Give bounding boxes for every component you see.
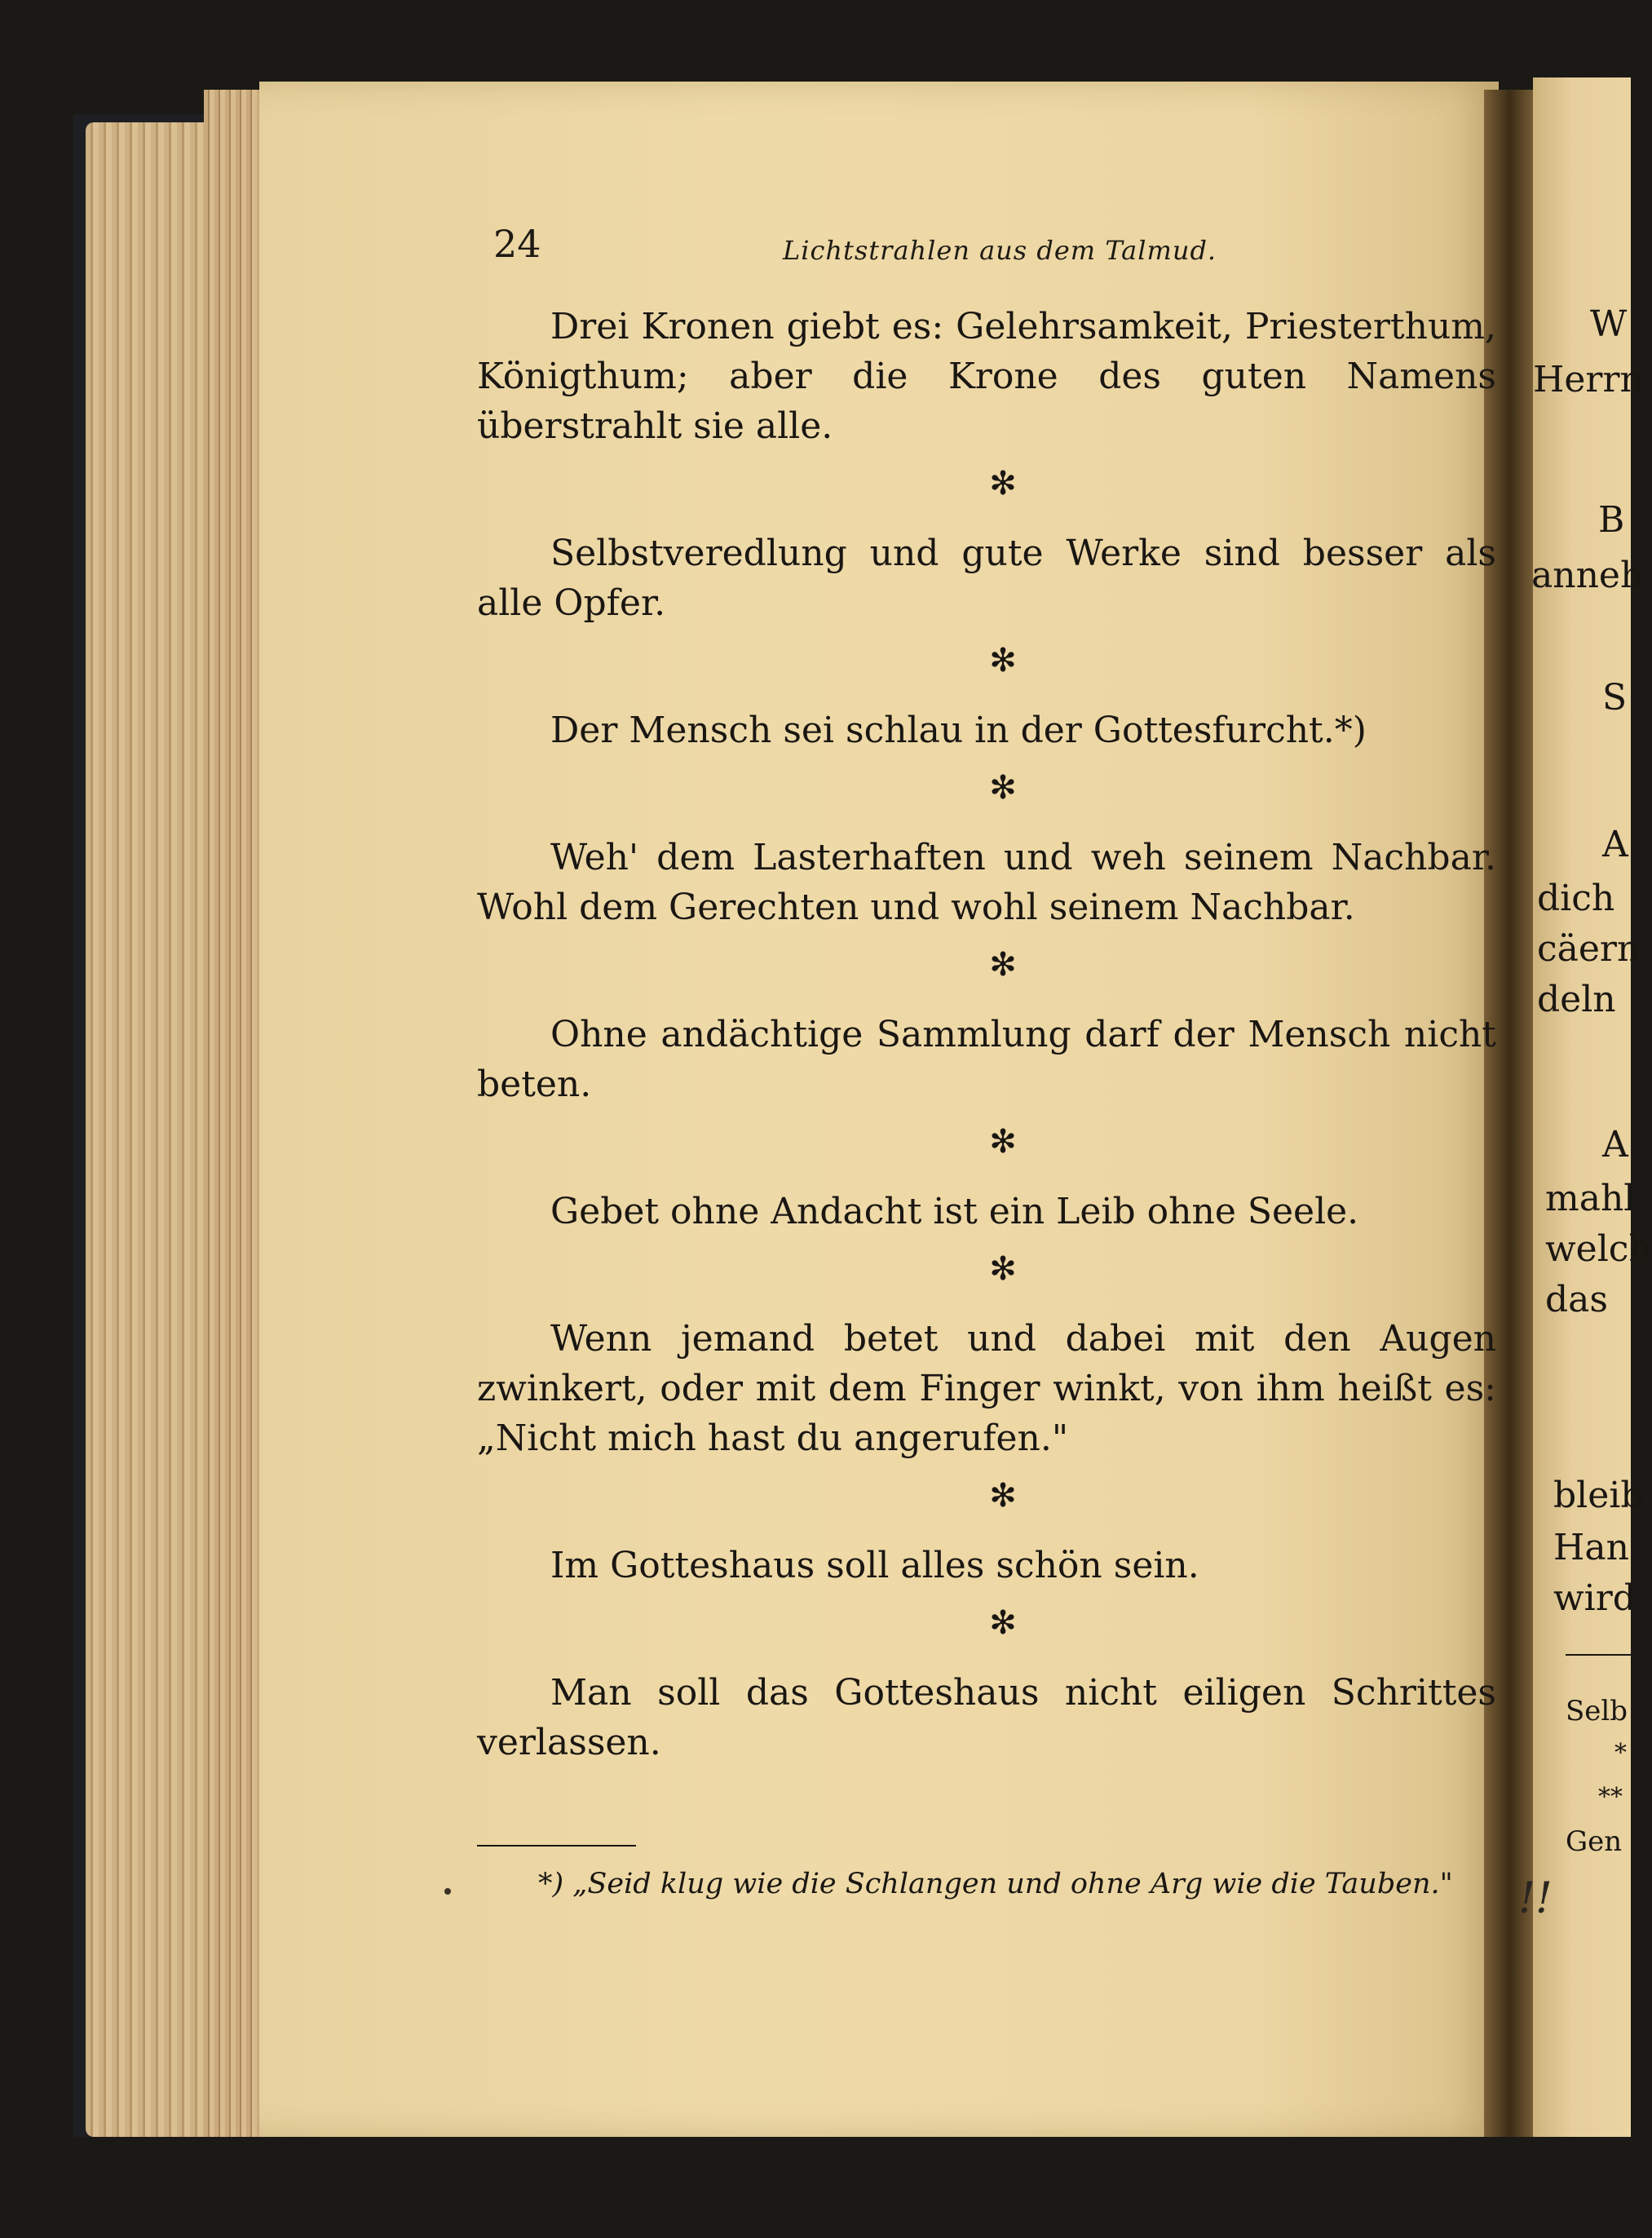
facing-fragment: mahl xyxy=(1545,1178,1636,1219)
facing-fragment: das xyxy=(1545,1279,1608,1320)
footnote-rule xyxy=(477,1845,636,1847)
facing-fragment: W xyxy=(1590,303,1628,345)
paragraph: Wenn jemand betet und dabei mit den Augen zwinkert, oder mit dem Finger winkt, von ihm heißt es: „Nicht mich hast du angerufen." xyxy=(477,1318,1496,1459)
facing-fragment: * xyxy=(1614,1739,1627,1767)
facing-fragment: welch xyxy=(1545,1228,1652,1270)
facing-fragment: cäern xyxy=(1537,928,1641,970)
pencil-mark: !! xyxy=(1518,1874,1553,1923)
separator-asterism: ✻ xyxy=(989,1604,1017,1642)
facing-fragment: A xyxy=(1602,1124,1628,1165)
facing-fragment: deln xyxy=(1537,979,1616,1020)
facing-fragment: A xyxy=(1602,824,1628,865)
page-number: 24 xyxy=(493,222,541,266)
paragraph: Selbstveredlung und gute Werke sind besser als alle Opfer. xyxy=(477,533,1496,624)
paragraph: Der Mensch sei schlau in der Gottesfurcht.*) xyxy=(550,710,1367,751)
footnote: *) „Seid klug wie die Schlangen und ohne Arg wie die Tauben." xyxy=(538,1868,1453,1900)
separator-asterism: ✻ xyxy=(989,1250,1017,1288)
separator-asterism: ✻ xyxy=(989,642,1017,679)
facing-fragment: Herrn xyxy=(1533,359,1643,400)
separator-asterism: ✻ xyxy=(989,769,1017,807)
facing-footnote-rule xyxy=(1566,1654,1631,1656)
ink-dot xyxy=(444,1888,451,1895)
facing-fragment: S xyxy=(1602,677,1628,719)
facing-fragment: dich xyxy=(1537,878,1615,919)
separator-asterism: ✻ xyxy=(989,946,1017,984)
paragraph: Im Gotteshaus soll alles schön sein. xyxy=(550,1545,1199,1586)
paragraph: Drei Kronen giebt es: Gelehrsamkeit, Priesterthum, Königthum; aber die Krone des guten Namens überstrahlt sie alle. xyxy=(477,306,1496,447)
facing-fragment: B xyxy=(1598,499,1625,541)
paragraph: Weh' dem Lasterhaften und weh seinem Nachbar. Wohl dem Gerechten und wohl seinem Nachbar. xyxy=(477,837,1496,928)
facing-fragment: bleib xyxy=(1553,1475,1644,1516)
separator-asterism: ✻ xyxy=(989,1477,1017,1515)
facing-fragment: anneh xyxy=(1531,555,1644,596)
paragraph: Ohne andächtige Sammlung darf der Mensch nicht beten. xyxy=(477,1014,1496,1105)
running-head: Lichtstrahlen aus dem Talmud. xyxy=(783,235,1217,266)
facing-fragment: Han xyxy=(1553,1527,1629,1568)
separator-asterism: ✻ xyxy=(989,465,1017,502)
paragraph: Gebet ohne Andacht ist ein Leib ohne Seele. xyxy=(550,1191,1359,1232)
facing-fragment: wird xyxy=(1553,1577,1636,1619)
facing-fragment: Gen xyxy=(1566,1825,1623,1858)
facing-fragment: Selb xyxy=(1566,1695,1628,1727)
paragraph: Man soll das Gotteshaus nicht eiligen Schrittes verlassen. xyxy=(477,1672,1496,1763)
separator-asterism: ✻ xyxy=(989,1123,1017,1161)
main-text xyxy=(477,302,1496,1767)
facing-fragment: ** xyxy=(1598,1783,1623,1811)
